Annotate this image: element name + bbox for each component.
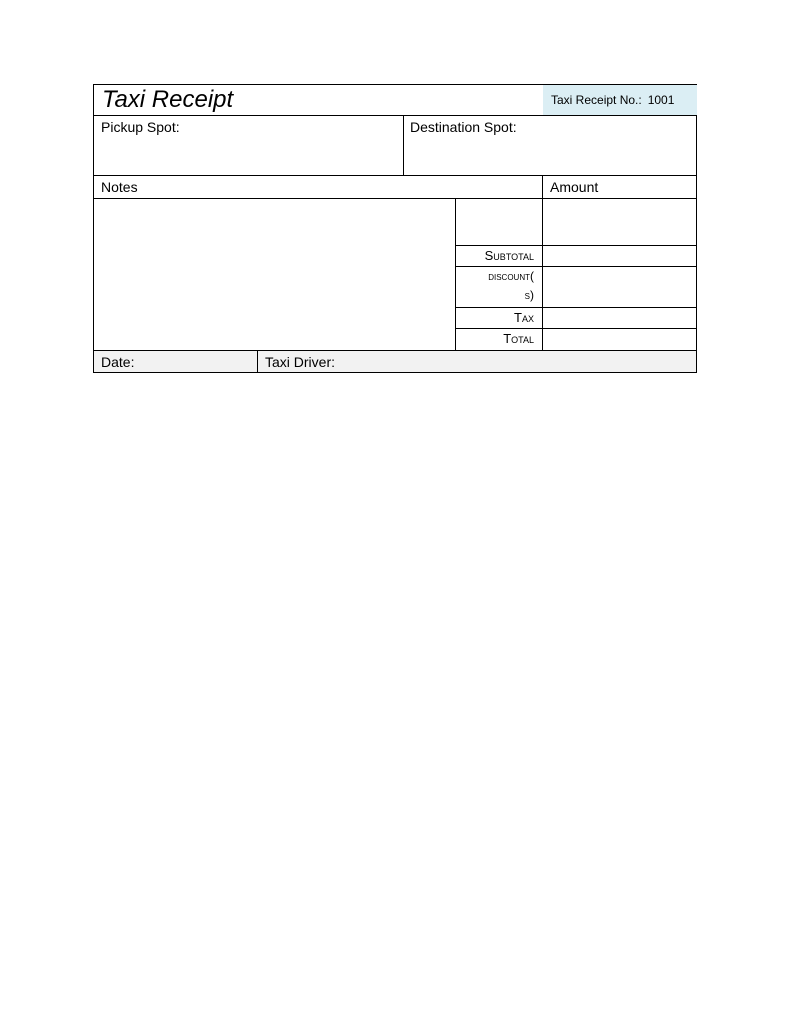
divider-after-notes-header [94, 198, 696, 199]
divider-above-tax [455, 307, 696, 308]
divider-above-footer [94, 350, 696, 351]
divider-above-total [455, 328, 696, 329]
divider-above-discount [455, 266, 696, 267]
divider-above-subtotal [455, 245, 696, 246]
footer-background [94, 350, 696, 372]
receipt-number-box [543, 85, 697, 116]
pickup-destination-divider [403, 116, 404, 175]
discount-label-line1: discount( [488, 269, 534, 283]
discount-label-line2: s) [524, 288, 534, 302]
receipt-number-value: 1001 [647, 93, 675, 107]
notes-amount-divider [542, 175, 543, 199]
tax-label: Tax [514, 310, 534, 325]
receipt-number-label: Taxi Receipt No.: [551, 93, 642, 107]
destination-spot-label: Destination Spot: [410, 119, 517, 135]
subtotal-label: Subtotal [484, 248, 534, 263]
date-label: Date: [101, 354, 135, 370]
total-label: Total [503, 331, 534, 346]
taxi-receipt [93, 84, 697, 373]
amount-label: Amount [550, 179, 599, 195]
taxi-driver-label: Taxi Driver: [265, 354, 336, 370]
receipt-title: Taxi Receipt [94, 85, 544, 116]
pickup-spot-label: Pickup Spot: [101, 119, 180, 135]
divider-after-locations [94, 175, 696, 176]
notes-label: Notes [101, 179, 138, 195]
